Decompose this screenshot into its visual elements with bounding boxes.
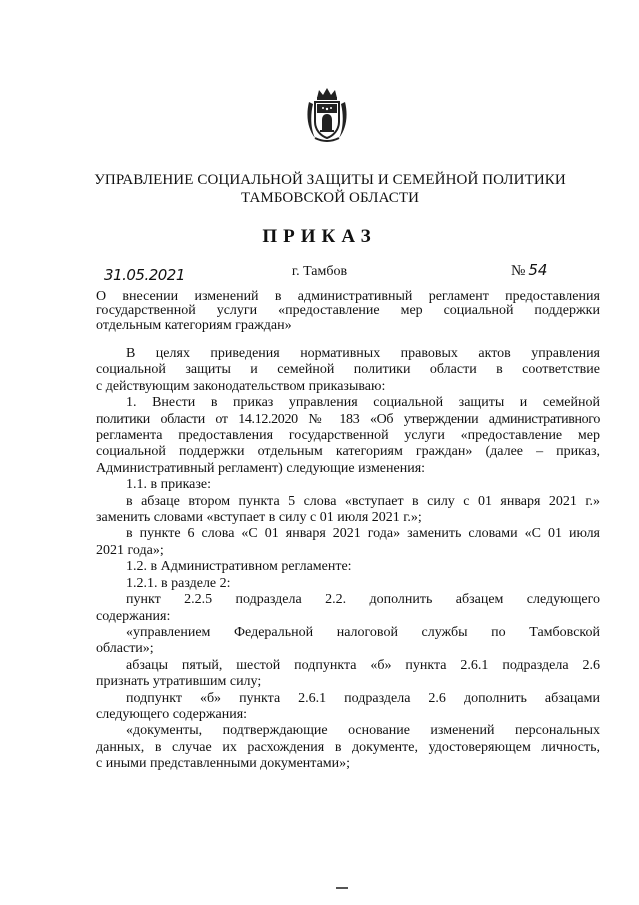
subject-word: государственной [96,303,196,319]
paragraph-preamble [96,346,600,395]
paragraph-line: 1. Внести в приказ управления социальной защиты и семейной [126,395,600,411]
paragraph-line: социальной защиты и семейной политики области в соответствие [96,362,600,378]
subject-word: предоставления [505,289,600,304]
subject-word: в [274,289,282,304]
city-name: г. Тамбов [291,264,348,279]
paragraph-line: в пункте 6 слова «С 01 января 2021 года» заменить словами «С 01 июля [126,526,600,542]
subject-line [96,304,600,318]
handwritten-date: 31.05.2021 [104,266,185,284]
organization-name-line1: УПРАВЛЕНИЕ СОЦИАЛЬНОЙ ЗАЩИТЫ И СЕМЕЙНОЙ ПОЛИТИКИ [94,172,566,188]
paragraph-line: с действующим законодательством приказываю: [96,378,386,394]
document-title: ПРИКАЗ [262,226,377,247]
paragraph-clause-2-6-1-void [96,658,600,691]
subject-line: отдельным категориям граждан» [96,317,292,333]
paragraph-line: В целях приведения нормативных правовых актов управления [126,346,600,361]
paragraph-item-1 [96,395,600,477]
paragraph-line: «документы, подтверждающие основание изменений персональных [126,723,600,739]
paragraph-tax-service [96,625,600,658]
paragraph-clause-2-6-1-add [96,691,600,724]
subject-word: регламент [428,289,489,304]
organization-name-line2: ТАМБОВСКОЙ ОБЛАСТИ [240,190,420,206]
paragraph-line: 1.2. в Административном регламенте: [126,559,352,575]
paragraph-line: Административный регламент) следующие изменения: [96,460,426,476]
scan-mark [336,887,348,889]
subject-word: внесении [122,289,179,304]
paragraph-line: признать утратившим силу; [96,674,262,690]
number-label: № [511,263,526,279]
subject-word: мер [400,303,423,319]
paragraph-line: политики области от 14.12.2020 № 183 «Об утверждении административного [96,411,600,427]
order-subject [96,290,600,333]
paragraph-line: «управлением Федеральной налоговой службы по Тамбовской [126,624,600,640]
paragraph-item-1-1 [96,477,600,493]
paragraph-clause-6 [96,526,600,559]
paragraph-line: 1.1. в приказе: [126,477,212,493]
paragraph-line: социальной поддержки отдельным категориям граждан» (далее – приказ, [96,444,600,460]
paragraph-line: данных, в случае их расхождения в документе, удостоверяющем личность, [96,739,600,755]
paragraph-line: заменить словами «вступает в силу с 01 июля 2021 г.»; [96,510,422,526]
paragraph-line: пункт 2.2.5 подраздела 2.2. дополнить абзацем следующего [126,592,600,608]
subject-word: «предоставление [278,303,380,319]
paragraph-item-1-2-1 [96,576,600,592]
paragraph-clause-5 [96,494,600,527]
subject-word: О [96,289,107,304]
paragraph-line: следующего содержания: [96,706,248,722]
paragraph-clause-2-2-5 [96,592,600,625]
subject-word: социальной [443,303,514,319]
paragraph-line: в абзаце втором пункта 5 слова «вступает в силу с 01 января 2021 г.» [126,493,600,509]
paragraph-line: 2021 года»; [96,542,164,558]
paragraph-line: регламента предоставления государственной услуги «предоставление мер [96,428,600,444]
order-body [96,346,600,773]
handwritten-number: 54 [528,261,548,279]
paragraph-line: подпункт «б» пункта 2.6.1 подраздела 2.6 дополнить абзацами [126,690,600,706]
paragraph-documents [96,723,600,772]
paragraph-line: содержания: [96,608,171,624]
subject-line [96,290,600,304]
tambov-coat-of-arms-icon [303,86,351,144]
paragraph-line: абзацы пятый, шестой подпункта «б» пункта 2.6.1 подраздела 2.6 [126,657,600,673]
paragraph-line: 1.2.1. в разделе 2: [126,575,231,591]
paragraph-line: с иными представленными документами»; [96,756,351,772]
document-number [511,261,547,280]
subject-word: административный [297,289,413,304]
subject-word: поддержки [534,303,600,319]
subject-word: изменений [194,289,259,304]
subject-word: услуги [216,303,258,319]
paragraph-line: области»; [96,641,154,657]
paragraph-item-1-2 [96,559,600,575]
